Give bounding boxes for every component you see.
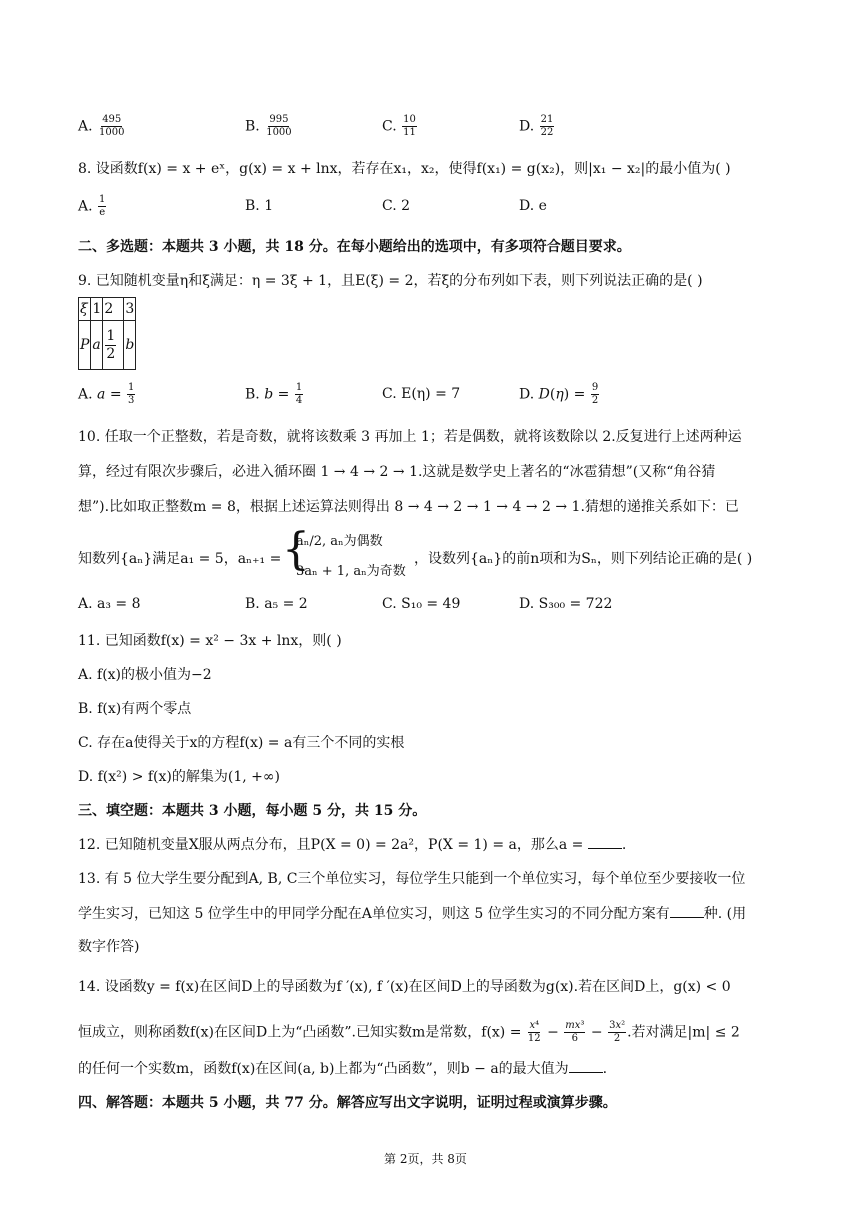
q7-option-a: A. $\frac{495}{1000}$ — [78, 114, 125, 138]
q7-option-c: C. $\frac{10}{11}$ — [382, 114, 416, 138]
q14-line-3-pre: 的任何一个实数m，函数f(x)在区间(a, b)上都为“凸函数”，则b − a的最大值为 — [78, 1061, 569, 1077]
q14-line-3 — [78, 1058, 607, 1078]
table-cell: b — [124, 321, 136, 370]
fraction: $\frac{\text{mx³}}{6}$ — [565, 1020, 585, 1044]
q9-option-a: A. a = $\frac{1}{3}$ — [78, 382, 135, 406]
q11-option-b: B. f(x)有两个零点 — [78, 701, 192, 717]
q10-line-2: 算，经过有限次步骤后，必进入循环圈 1 → 4 → 2 → 1.这就是数学史上著名的“冰雹猜想”(又称“角谷猜 — [78, 464, 716, 480]
q10-line-4-pre: 知数列{aₙ}满足a₁ = 5，aₙ₊₁ = — [78, 551, 282, 567]
q12-text-post: . — [621, 837, 627, 853]
table-cell: P — [79, 321, 91, 370]
q12-text-pre: 12. 已知随机变量X服从两点分布，且P(X = 0) = 2a²，P(X = 1) = a，那么a = — [78, 837, 584, 853]
q10-case-odd: 3aₙ + 1, aₙ为奇数 — [296, 564, 406, 579]
q10-option-a: A. a₃ = 8 — [78, 596, 141, 612]
q8-option-a: A. $\frac{1}{e}$ — [78, 194, 106, 218]
q9-option-c: C. E(η) = 7 — [382, 386, 461, 402]
q14-line-3-post: . — [602, 1061, 608, 1077]
q11-option-d: D. f(x²) > f(x)的解集为(1, +∞) — [78, 769, 280, 785]
q10-option-d: D. S₃₀₀ = 722 — [519, 596, 613, 612]
distribution-table — [78, 297, 136, 370]
q9-option-b: B. b = $\frac{1}{4}$ — [245, 382, 303, 406]
q9-option-d: D. D(η) = $\frac{9}{2}$ — [519, 382, 599, 406]
q8-option-c: C. 2 — [382, 198, 411, 214]
table-cell: a — [91, 321, 103, 370]
q9-text: 9. 已知随机变量η和ξ满足：η = 3ξ + 1，且E(ξ) = 2，若ξ的分布列如下表，则下列说法正确的是( ) — [78, 273, 703, 289]
q10-case-even: aₙ/2, aₙ为偶数 — [296, 534, 383, 549]
q8-text: 8. 设函数f(x) = x + eˣ，g(x) = x + lnx，若存在x₁，x₂，使得f(x₁) = g(x₂)，则|x₁ − x₂|的最小值为( ) — [78, 161, 731, 177]
q10-option-b: B. a₅ = 2 — [245, 596, 308, 612]
q10-line-1: 10. 任取一个正整数，若是奇数，就将该数乘 3 再加上 1；若是偶数，就将该数除以 2.反复进行上述两种运 — [78, 429, 742, 445]
q13-line-3: 数字作答) — [78, 939, 140, 955]
page-footer: 第 2页，共 8页 — [384, 1152, 467, 1166]
table-row — [79, 321, 136, 370]
table-cell: 1 — [91, 298, 103, 321]
piecewise-brace: { — [282, 524, 310, 575]
q14-line-1: 14. 设函数y = f(x)在区间D上的导函数为f ′(x), f ′(x)在区间D上的导函数为g(x).若在区间D上，g(x) < 0 — [78, 979, 731, 995]
q14-line-2-post: .若对满足|m| ≤ 2 — [627, 1024, 740, 1041]
table-cell: $\frac{1}{2}$ — [103, 321, 124, 370]
q10-line-3: 想”).比如取正整数m = 8，根据上述运算法则得出 8 → 4 → 2 → 1 → 4 → 2 → 1.猜想的递推关系如下：已 — [78, 499, 739, 515]
q13-line-1: 13. 有 5 位大学生要分配到A, B, C三个单位实习，每位学生只能到一个单位实习，每个单位至少要接收一位 — [78, 871, 746, 887]
answer-blank — [569, 1060, 603, 1073]
fraction: $\frac{\text{x⁴}}{12}$ — [527, 1020, 541, 1044]
table-cell: ξ — [79, 298, 91, 321]
q7-option-b: B. $\frac{995}{1000}$ — [245, 114, 292, 138]
q7-option-d: D. $\frac{21}{22}$ — [519, 114, 554, 138]
q11-text: 11. 已知函数f(x) = x² − 3x + lnx，则( ) — [78, 633, 342, 649]
q14-line-2-pre: 恒成立，则称函数f(x)在区间D上为“凸函数”.已知实数m是常数，f(x) = — [78, 1024, 522, 1041]
table-cell: 2 — [103, 298, 124, 321]
q13-line-2 — [78, 903, 746, 923]
q12-text — [78, 834, 626, 854]
answer-blank — [588, 836, 622, 849]
q11-option-c: C. 存在a使得关于x的方程f(x) = a有三个不同的实根 — [78, 735, 405, 751]
q11-option-a: A. f(x)的极小值为−2 — [78, 667, 212, 683]
table-row — [79, 298, 136, 321]
q13-line-2-post: 种. (用 — [703, 906, 747, 922]
section-2-heading: 二、多选题：本题共 3 小题，共 18 分。在每小题给出的选项中，有多项符合题目要求。 — [78, 239, 631, 255]
q14-line-2: 恒成立，则称函数f(x)在区间D上为“凸函数”.已知实数m是常数，f(x) = $\frac{\text{x⁴}}{12}$ − $\frac{\text{mx³}}{6}$ − $\frac{\text{3x²}}{2}$ .若对满足|m| ≤ 2 — [78, 1020, 740, 1044]
q8-option-b: B. 1 — [245, 198, 274, 214]
table-cell: 3 — [124, 298, 136, 321]
fraction: $\frac{\text{3x²}}{2}$ — [609, 1020, 626, 1044]
q10-option-c: C. S₁₀ = 49 — [382, 596, 461, 612]
answer-blank — [670, 905, 704, 918]
section-4-heading: 四、解答题：本题共 5 小题，共 77 分。解答应写出文字说明，证明过程或演算步骤。 — [78, 1095, 617, 1111]
q8-option-d: D. e — [519, 198, 547, 214]
q10-line-4-post: ，设数列{aₙ}的前n项和为Sₙ，则下列结论正确的是( ) — [414, 551, 753, 567]
q13-line-2-pre: 学生实习，已知这 5 位学生中的甲同学分配在A单位实习，则这 5 位学生实习的不同分配方案有 — [78, 906, 670, 922]
section-3-heading: 三、填空题：本题共 3 小题，每小题 5 分，共 15 分。 — [78, 803, 427, 819]
